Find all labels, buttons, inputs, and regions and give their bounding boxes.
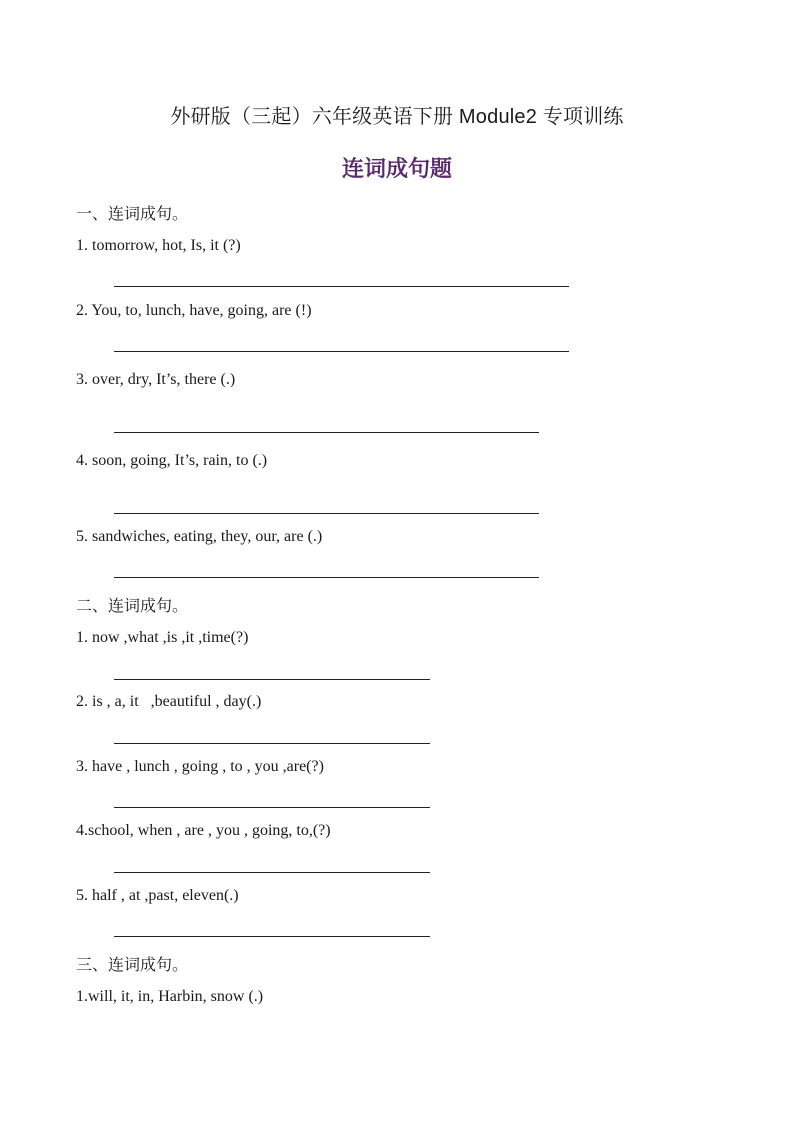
section-1-question-3: 3. over, dry, It’s, there (.) xyxy=(76,371,236,388)
answer-line[interactable] xyxy=(114,286,569,287)
answer-line[interactable] xyxy=(114,807,430,808)
section-2-question-1: 1. now ,what ,is ,it ,time(?) xyxy=(76,629,249,646)
answer-line[interactable] xyxy=(114,351,569,352)
section-1-question-1: 1. tomorrow, hot, Is, it (?) xyxy=(76,237,241,254)
answer-line[interactable] xyxy=(114,513,539,514)
answer-line[interactable] xyxy=(114,743,430,744)
section-2-question-4: 4.school, when , are , you , going, to,(?) xyxy=(76,822,331,839)
section-2-question-3: 3. have , lunch , going , to , you ,are(?) xyxy=(76,758,324,775)
section-2-heading: 二、连词成句。 xyxy=(76,596,189,615)
section-1-question-5: 5. sandwiches, eating, they, our, are (.) xyxy=(76,528,323,545)
page-subtitle: 连词成句题 xyxy=(341,157,452,182)
answer-line[interactable] xyxy=(114,679,430,680)
section-1-question-4: 4. soon, going, It’s, rain, to (.) xyxy=(76,452,268,469)
answer-line[interactable] xyxy=(114,872,430,873)
section-2-question-5: 5. half , at ,past, eleven(.) xyxy=(76,887,239,904)
section-3-heading: 三、连词成句。 xyxy=(76,955,189,974)
section-1-heading: 一、连词成句。 xyxy=(76,204,189,223)
answer-line[interactable] xyxy=(114,936,430,937)
section-1-question-2: 2. You, to, lunch, have, going, are (!) xyxy=(76,302,312,319)
section-3-question-1: 1.will, it, in, Harbin, snow (.) xyxy=(76,988,264,1005)
answer-line[interactable] xyxy=(114,577,539,578)
answer-line[interactable] xyxy=(114,432,539,433)
page-title: 外研版（三起）六年级英语下册 Module2 专项训练 xyxy=(170,106,624,128)
section-2-question-2: 2. is , a, it ,beautiful , day(.) xyxy=(76,693,262,710)
